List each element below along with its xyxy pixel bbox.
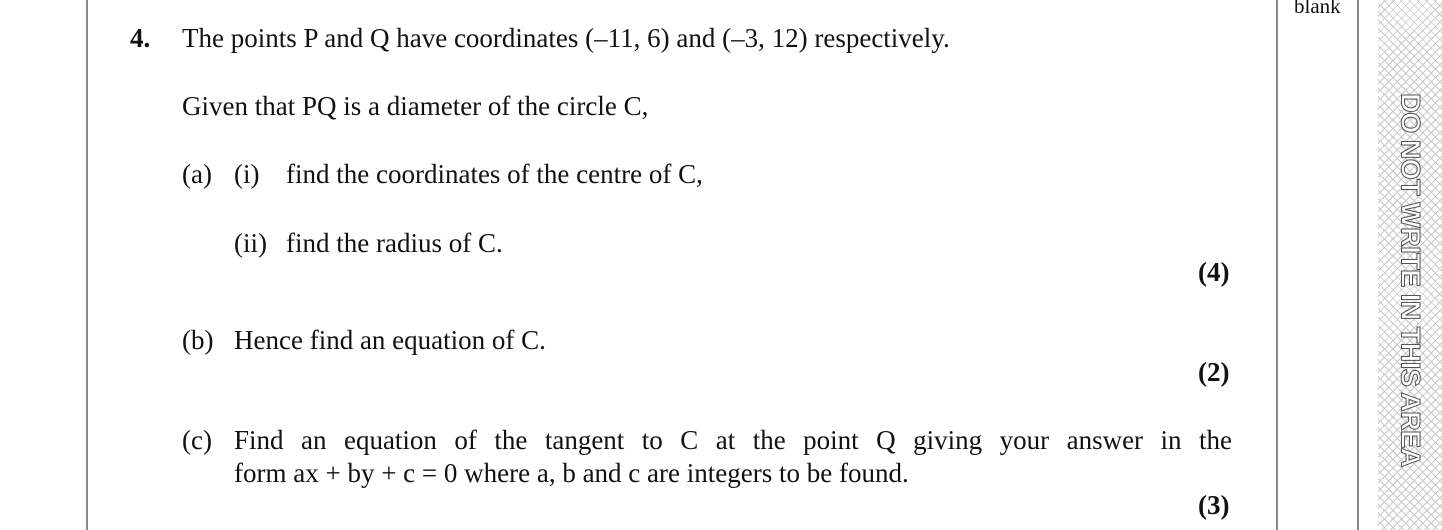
part-c-marks: (3) <box>1198 490 1230 520</box>
blank-label: blank <box>1294 0 1341 18</box>
part-a-ii-label: (ii) <box>234 228 267 258</box>
part-a-label: (a) <box>182 159 212 189</box>
right-border <box>1276 0 1278 530</box>
part-a-i-text: find the coordinates of the centre of C, <box>286 159 703 189</box>
part-a-marks: (4) <box>1198 257 1230 287</box>
part-c-label: (c) <box>182 425 212 455</box>
question-intro: The points P and Q have coordinates (–11, 6) and (–3, 12) respectively. <box>182 23 950 53</box>
part-b-text: Hence find an equation of C. <box>234 325 546 355</box>
part-b-marks: (2) <box>1198 357 1230 387</box>
part-c-text-line1: Find an equation of the tangent to C at the point Q giving your answer in the <box>234 425 1232 455</box>
part-c-text-line2: form ax + by + c = 0 where a, b and c are integers to be found. <box>234 458 909 488</box>
part-a-ii-text: find the radius of C. <box>286 228 503 258</box>
margin-border <box>1357 0 1359 530</box>
part-b-label: (b) <box>182 325 214 355</box>
question-number: 4. <box>130 23 151 53</box>
part-a-i-label: (i) <box>234 159 260 189</box>
do-not-write-label: DO NOT WRITE IN THIS AREA <box>1395 93 1426 467</box>
left-border <box>86 0 88 530</box>
question-given: Given that PQ is a diameter of the circle C, <box>182 91 649 121</box>
